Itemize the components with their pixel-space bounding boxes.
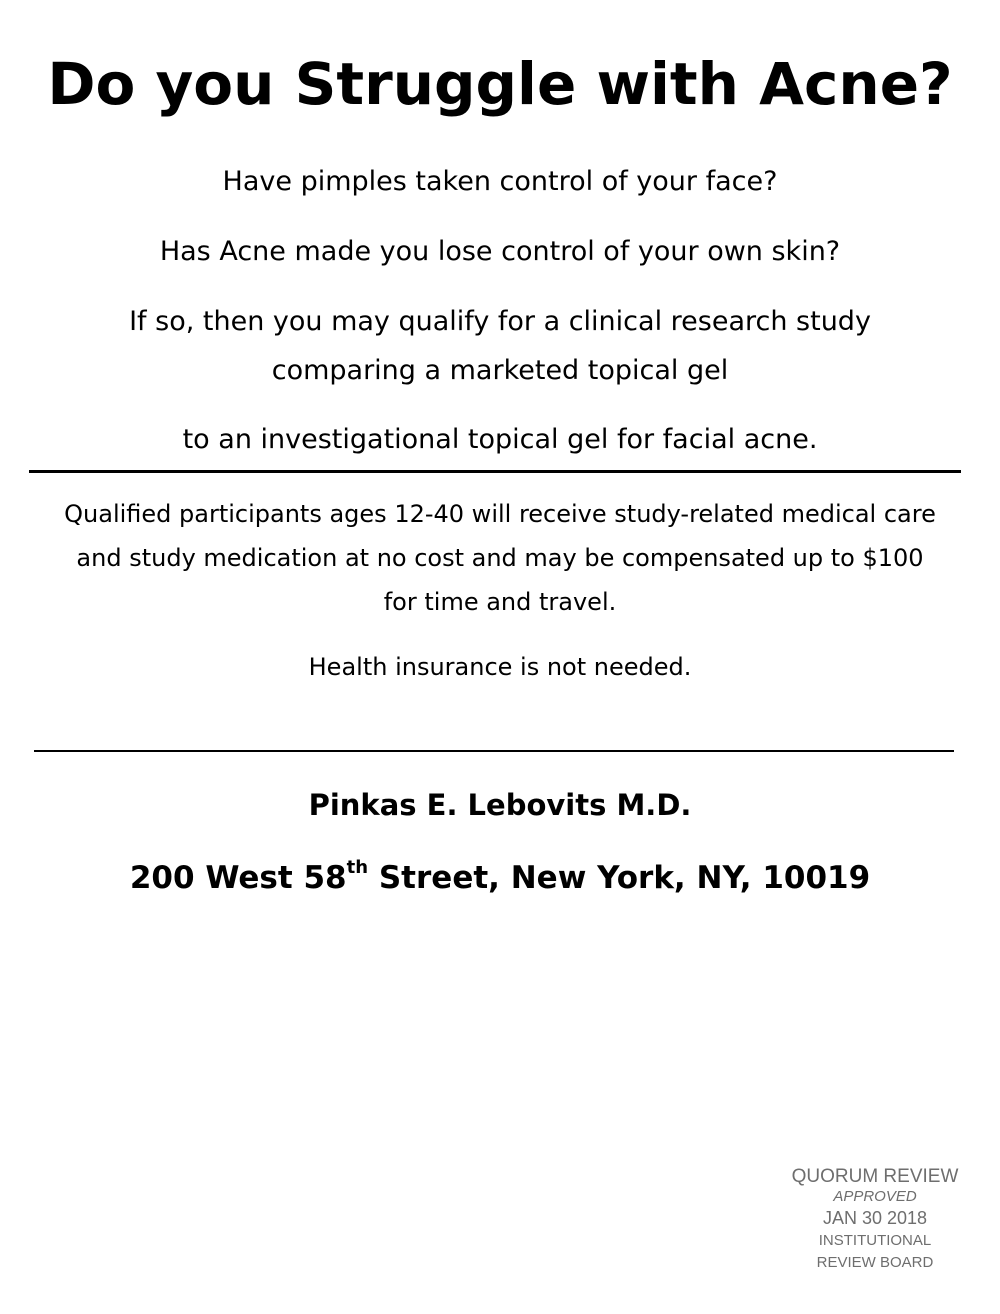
flyer-title: Do you Struggle with Acne? — [47, 50, 953, 118]
qualify-line-3: to an investigational topical gel for facial acne. — [182, 424, 818, 455]
stamp-date: JAN 30 2018 — [822, 1208, 928, 1228]
question-pimples: Have pimples taken control of your face? — [222, 166, 778, 197]
details-line-1: Qualified participants ages 12-40 will receive study-related medical care — [64, 500, 936, 528]
irb-approval-stamp — [770, 1166, 980, 1274]
divider-top — [29, 470, 961, 473]
stamp-board-line-1: INSTITUTIONAL — [818, 1232, 932, 1249]
qualify-line-1: If so, then you may qualify for a clinical research study — [129, 306, 871, 337]
stamp-board-line-2: REVIEW BOARD — [816, 1254, 934, 1271]
stamp-status: APPROVED — [833, 1188, 917, 1205]
stamp-org: QUORUM REVIEW — [791, 1166, 959, 1187]
details-line-3: for time and travel. — [383, 588, 617, 616]
details-line-2: and study medication at no cost and may be compensated up to $100 — [76, 544, 924, 572]
clinic-address — [0, 856, 1000, 896]
question-acne-control: Has Acne made you lose control of your own skin? — [159, 236, 841, 267]
address-part-2: Street, New York, NY, 10019 — [368, 860, 871, 896]
address-ordinal: th — [346, 856, 369, 878]
divider-bottom — [34, 750, 954, 752]
address-part-1: 200 West 58 — [129, 860, 347, 896]
insurance-note: Health insurance is not needed. — [308, 653, 692, 681]
doctor-name: Pinkas E. Lebovits M.D. — [308, 788, 692, 822]
qualify-line-2: comparing a marketed topical gel — [271, 355, 729, 386]
